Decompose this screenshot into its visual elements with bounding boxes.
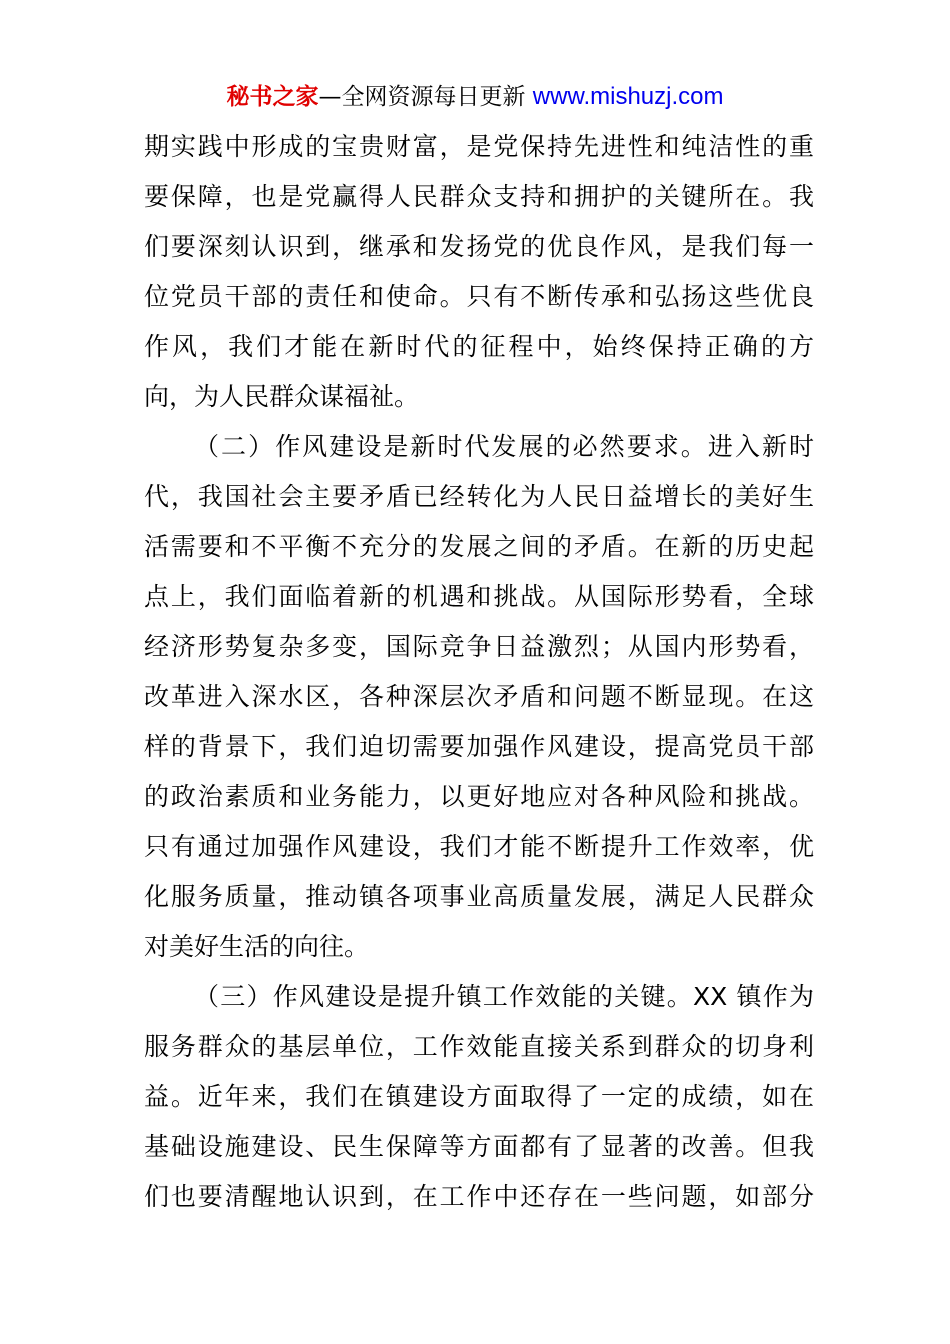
text-line: 向，为人民群众谋福祉。 — [144, 382, 420, 411]
text-line: 活需要和不平衡不充分的发展之间的矛盾。在新的历史起 — [144, 532, 814, 561]
document-body — [144, 122, 814, 1222]
site-header — [0, 80, 950, 114]
site-tagline: —全网资源每日更新 — [318, 84, 533, 110]
text-line: 们要深刻认识到，继承和发扬党的优良作风，是我们每一 — [144, 232, 814, 261]
text-line: 们也要清醒地认识到，在工作中还存在一些问题，如部分 — [144, 1182, 814, 1211]
text-line: 改革进入深水区，各种深层次矛盾和问题不断显现。在这 — [144, 682, 814, 711]
text-line: 作风，我们才能在新时代的征程中，始终保持正确的方 — [144, 332, 814, 361]
site-url-link[interactable]: www.mishuzj.com — [532, 83, 724, 110]
text-line: 益。近年来，我们在镇建设方面取得了一定的成绩，如在 — [144, 1082, 814, 1111]
text-line: 只有通过加强作风建设，我们才能不断提升工作效率，优 — [144, 832, 814, 861]
text-line: 的政治素质和业务能力，以更好地应对各种风险和挑战。 — [144, 782, 814, 811]
paragraph-first-line: （二）作风建设是新时代发展的必然要求。进入新时 — [194, 432, 814, 461]
text-line: 点上，我们面临着新的机遇和挑战。从国际形势看，全球 — [144, 582, 814, 611]
text-line: 期实践中形成的宝贵财富，是党保持先进性和纯洁性的重 — [144, 132, 814, 161]
paragraph-first-line: （三）作风建设是提升镇工作效能的关键。XX 镇作为 — [194, 982, 814, 1011]
text-line: 基础设施建设、民生保障等方面都有了显著的改善。但我 — [144, 1132, 814, 1161]
text-line: 样的背景下，我们迫切需要加强作风建设，提高党员干部 — [144, 732, 814, 761]
text-line: 经济形势复杂多变，国际竞争日益激烈；从国内形势看， — [144, 632, 814, 661]
text-line: 位党员干部的责任和使命。只有不断传承和弘扬这些优良 — [144, 282, 814, 311]
text-line: 要保障，也是党赢得人民群众支持和拥护的关键所在。我 — [144, 182, 814, 211]
text-line: 代，我国社会主要矛盾已经转化为人民日益增长的美好生 — [144, 482, 814, 511]
site-brand: 秘书之家 — [226, 84, 319, 110]
text-line: 化服务质量，推动镇各项事业高质量发展，满足人民群众 — [144, 882, 814, 911]
text-line: 对美好生活的向往。 — [144, 932, 370, 961]
text-line: 服务群众的基层单位，工作效能直接关系到群众的切身利 — [144, 1032, 814, 1061]
